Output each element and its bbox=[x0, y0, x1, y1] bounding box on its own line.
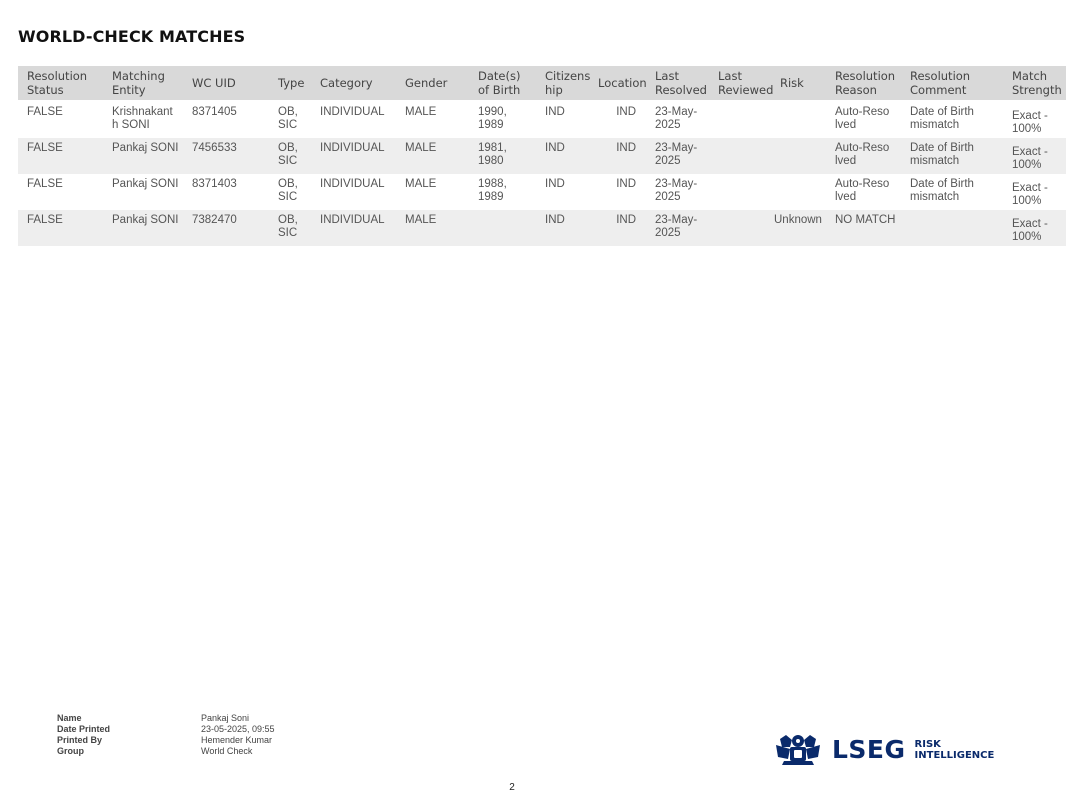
cell-last-resolved: 23-May-2025 bbox=[646, 210, 709, 246]
cell-type: OB, SIC bbox=[269, 210, 311, 246]
meta-row-name bbox=[57, 713, 275, 724]
cell-gender: MALE bbox=[396, 101, 469, 138]
cell-risk bbox=[771, 138, 826, 174]
cell-match-strength: Exact - 100% bbox=[1003, 138, 1066, 174]
page-title: WORLD-CHECK MATCHES bbox=[18, 27, 246, 46]
cell-location: IND bbox=[589, 138, 646, 174]
cell-resolution-status: FALSE bbox=[18, 210, 103, 246]
cell-type: OB, SIC bbox=[269, 138, 311, 174]
meta-value-date-printed: 23-05-2025, 09:55 bbox=[201, 724, 275, 734]
logo-brand-text: LSEG bbox=[832, 735, 906, 764]
cell-category: INDIVIDUAL bbox=[311, 101, 396, 138]
cell-resolution-status: FALSE bbox=[18, 101, 103, 138]
cell-gender: MALE bbox=[396, 174, 469, 210]
header-resolution-status: Resolution Status bbox=[18, 66, 103, 101]
cell-risk bbox=[771, 101, 826, 138]
cell-citizenship: IND bbox=[536, 174, 589, 210]
meta-value-name: Pankaj Soni bbox=[201, 713, 250, 723]
table-row bbox=[18, 210, 1066, 246]
table-row bbox=[18, 138, 1066, 174]
cell-dates-of-birth: 1981, 1980 bbox=[469, 138, 536, 174]
cell-resolution-reason: Auto-Reso lved bbox=[826, 138, 901, 174]
cell-dates-of-birth: 1988, 1989 bbox=[469, 174, 536, 210]
cell-last-reviewed bbox=[709, 210, 771, 246]
header-gender: Gender bbox=[396, 66, 469, 101]
cell-resolution-status: FALSE bbox=[18, 138, 103, 174]
cell-citizenship: IND bbox=[536, 138, 589, 174]
logo-subtitle bbox=[915, 739, 995, 761]
header-citizenship: Citizens hip bbox=[536, 66, 589, 101]
cell-wc-uid: 8371405 bbox=[183, 101, 269, 138]
cell-category: INDIVIDUAL bbox=[311, 174, 396, 210]
cell-resolution-reason: Auto-Reso lved bbox=[826, 174, 901, 210]
cell-resolution-comment bbox=[901, 210, 1003, 246]
cell-citizenship: IND bbox=[536, 210, 589, 246]
cell-matching-entity: Pankaj SONI bbox=[103, 174, 183, 210]
meta-row-printed-by bbox=[57, 735, 275, 746]
cell-dates-of-birth: 1990, 1989 bbox=[469, 101, 536, 138]
cell-dates-of-birth bbox=[469, 210, 536, 246]
cell-resolution-comment: Date of Birth mismatch bbox=[901, 174, 1003, 210]
cell-resolution-reason: NO MATCH bbox=[826, 210, 901, 246]
cell-location: IND bbox=[589, 101, 646, 138]
cell-resolution-comment: Date of Birth mismatch bbox=[901, 138, 1003, 174]
cell-gender: MALE bbox=[396, 138, 469, 174]
header-category: Category bbox=[311, 66, 396, 101]
header-dates-of-birth: Date(s) of Birth bbox=[469, 66, 536, 101]
header-last-resolved: Last Resolved bbox=[646, 66, 709, 101]
cell-match-strength: Exact - 100% bbox=[1003, 210, 1066, 246]
cell-wc-uid: 8371403 bbox=[183, 174, 269, 210]
meta-value-group: World Check bbox=[201, 746, 253, 756]
cell-last-reviewed bbox=[709, 101, 771, 138]
cell-category: INDIVIDUAL bbox=[311, 138, 396, 174]
cell-type: OB, SIC bbox=[269, 101, 311, 138]
meta-label-group: Group bbox=[57, 746, 84, 756]
header-type: Type bbox=[269, 66, 311, 101]
cell-resolution-comment: Date of Birth mismatch bbox=[901, 101, 1003, 138]
cell-wc-uid: 7382470 bbox=[183, 210, 269, 246]
header-location: Location bbox=[589, 66, 646, 101]
world-check-matches-table bbox=[18, 66, 1066, 246]
header-matching-entity: Matching Entity bbox=[103, 66, 183, 101]
cell-last-reviewed bbox=[709, 174, 771, 210]
header-last-reviewed: Last Reviewed bbox=[709, 66, 771, 101]
meta-label-printed-by: Printed By bbox=[57, 735, 103, 745]
cell-last-resolved: 23-May-2025 bbox=[646, 101, 709, 138]
cell-match-strength: Exact - 100% bbox=[1003, 101, 1066, 138]
header-wc-uid: WC UID bbox=[183, 66, 269, 101]
cell-wc-uid: 7456533 bbox=[183, 138, 269, 174]
cell-location: IND bbox=[589, 174, 646, 210]
cell-matching-entity: Pankaj SONI bbox=[103, 138, 183, 174]
cell-resolution-reason: Auto-Reso lved bbox=[826, 101, 901, 138]
print-metadata bbox=[57, 713, 275, 757]
cell-matching-entity: Pankaj SONI bbox=[103, 210, 183, 246]
cell-risk bbox=[771, 174, 826, 210]
table-header-row bbox=[18, 66, 1066, 101]
cell-location: IND bbox=[589, 210, 646, 246]
table-row bbox=[18, 174, 1066, 210]
lseg-logo bbox=[770, 731, 994, 769]
meta-value-printed-by: Hemender Kumar bbox=[201, 735, 273, 745]
cell-matching-entity: Krishnakanth SONI bbox=[103, 101, 183, 138]
cell-last-reviewed bbox=[709, 138, 771, 174]
cell-citizenship: IND bbox=[536, 101, 589, 138]
cell-resolution-status: FALSE bbox=[18, 174, 103, 210]
logo-subtitle-line1: RISK bbox=[914, 739, 941, 750]
meta-row-date-printed bbox=[57, 724, 275, 735]
cell-risk: Unknown bbox=[771, 210, 826, 246]
page-number: 2 bbox=[509, 782, 515, 793]
logo-subtitle-line2: INTELLIGENCE bbox=[914, 750, 995, 761]
meta-label-name: Name bbox=[57, 713, 82, 723]
header-risk: Risk bbox=[771, 66, 826, 101]
table-row bbox=[18, 101, 1066, 138]
cell-type: OB, SIC bbox=[269, 174, 311, 210]
meta-label-date-printed: Date Printed bbox=[57, 724, 111, 734]
cell-last-resolved: 23-May-2025 bbox=[646, 138, 709, 174]
cell-last-resolved: 23-May-2025 bbox=[646, 174, 709, 210]
lseg-crest-icon bbox=[770, 731, 826, 769]
header-resolution-reason: Resolution Reason bbox=[826, 66, 901, 101]
header-resolution-comment: Resolution Comment bbox=[901, 66, 1003, 101]
header-match-strength: Match Strength bbox=[1003, 66, 1066, 101]
cell-category: INDIVIDUAL bbox=[311, 210, 396, 246]
cell-gender: MALE bbox=[396, 210, 469, 246]
cell-match-strength: Exact - 100% bbox=[1003, 174, 1066, 210]
meta-row-group bbox=[57, 746, 275, 757]
